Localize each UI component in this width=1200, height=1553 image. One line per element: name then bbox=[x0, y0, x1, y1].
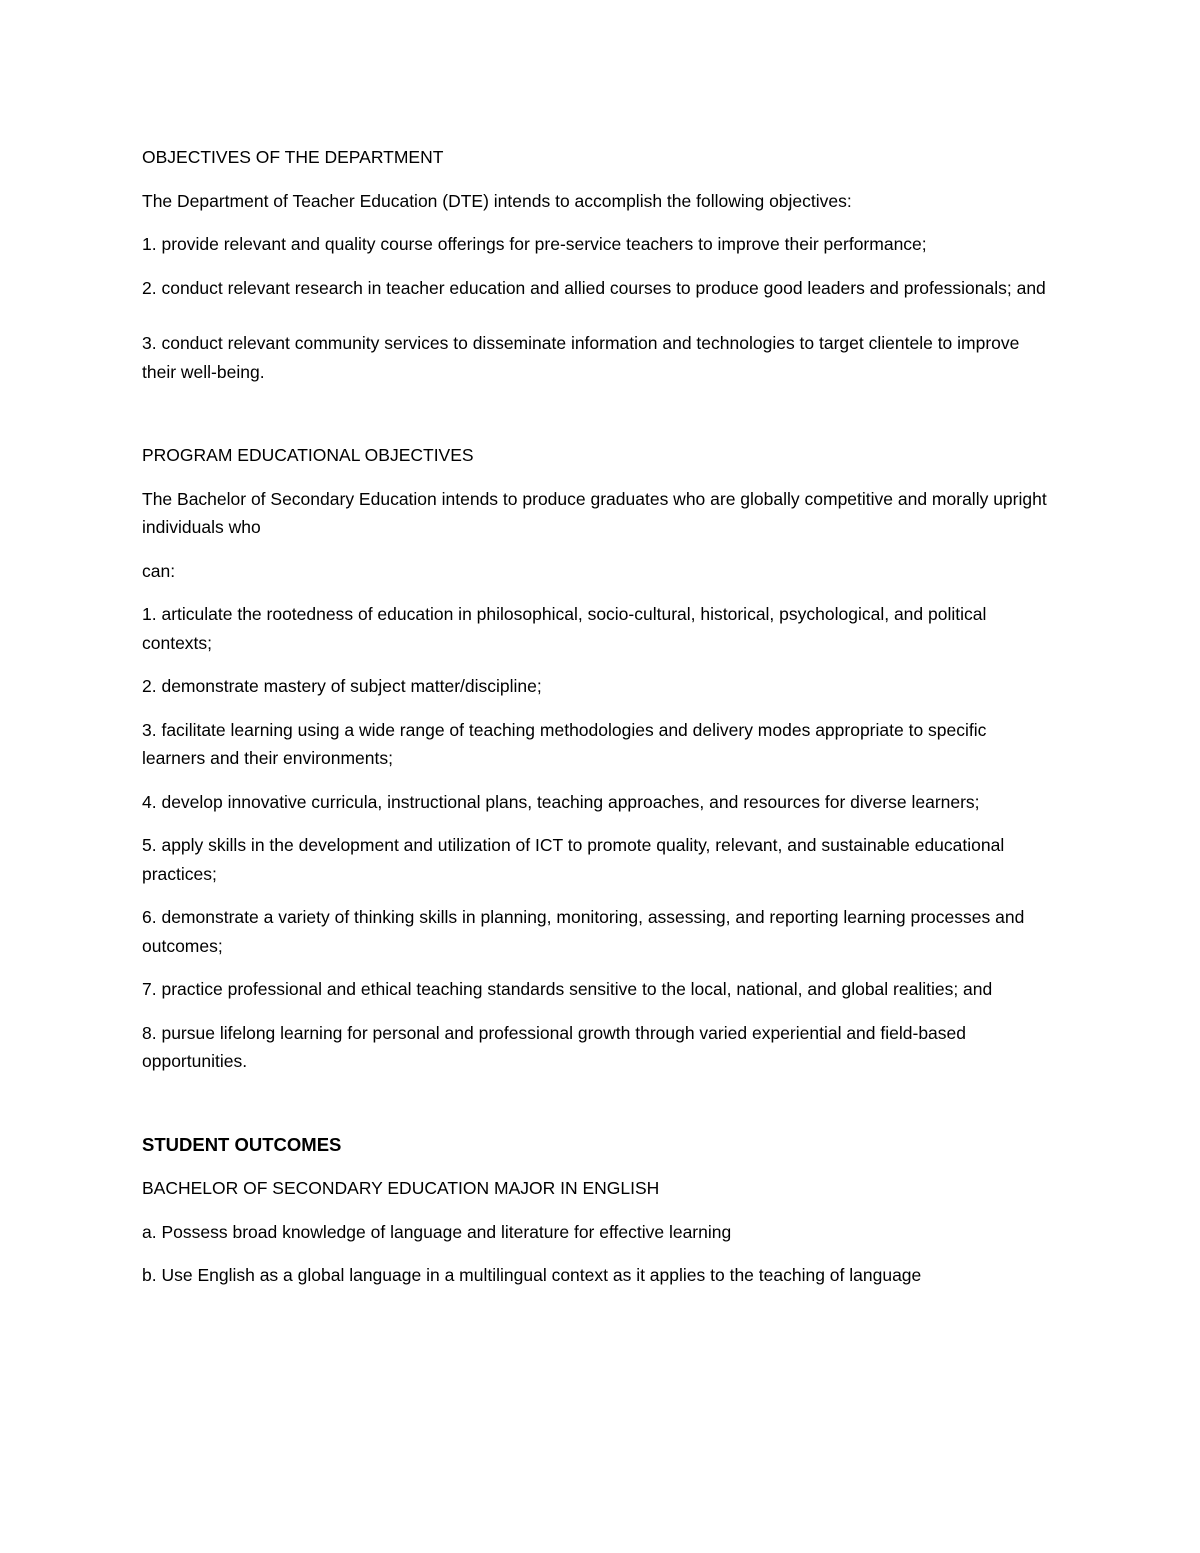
peo-intro-cont: can: bbox=[142, 560, 176, 581]
peo-objective-4: 4. develop innovative curricula, instructional plans, teaching approaches, and resources for diverse learners; bbox=[142, 791, 980, 812]
peo-heading: PROGRAM EDUCATIONAL OBJECTIVES bbox=[142, 445, 474, 465]
peo-objective-1: 1. articulate the rootedness of education in philosophical, socio-cultural, historical, psychological, and political contexts; bbox=[142, 604, 987, 653]
dept-objective-2: 2. conduct relevant research in teacher education and allied courses to produce good leaders and professionals; and bbox=[142, 277, 1046, 298]
peo-objective-3: 3. facilitate learning using a wide range of teaching methodologies and delivery modes appropriate to specific learners and their environments; bbox=[142, 719, 987, 768]
dept-objective-3: 3. conduct relevant community services to disseminate information and technologies to target clientele to improve their well-being. bbox=[142, 333, 1020, 382]
peo-objective-2: 2. demonstrate mastery of subject matter/discipline; bbox=[142, 676, 542, 696]
peo-objective-8: 8. pursue lifelong learning for personal and professional growth through varied experiential and field-based opportunities. bbox=[142, 1022, 966, 1071]
outcomes-subheading: BACHELOR OF SECONDARY EDUCATION MAJOR IN ENGLISH bbox=[142, 1178, 660, 1198]
outcomes-heading: STUDENT OUTCOMES bbox=[142, 1133, 342, 1155]
document-body bbox=[142, 143, 1047, 1290]
peo-intro: The Bachelor of Secondary Education intends to produce graduates who are globally competitive and morally upright individuals who bbox=[142, 488, 1047, 537]
peo-objective-5: 5. apply skills in the development and utilization of ICT to promote quality, relevant, and sustainable educational practices; bbox=[142, 835, 1005, 884]
outcome-b: b. Use English as a global language in a multilingual context as it applies to the teaching of language bbox=[142, 1265, 922, 1285]
dept-intro: The Department of Teacher Education (DTE) intends to accomplish the following objectives: bbox=[142, 190, 852, 211]
peo-objective-7: 7. practice professional and ethical teaching standards sensitive to the local, national, and global realities; and bbox=[142, 979, 993, 999]
peo-objective-6: 6. demonstrate a variety of thinking skills in planning, monitoring, assessing, and reporting learning processes and outcomes; bbox=[142, 907, 1025, 956]
outcome-a: a. Possess broad knowledge of language and literature for effective learning bbox=[142, 1221, 732, 1242]
dept-heading: OBJECTIVES OF THE DEPARTMENT bbox=[142, 147, 444, 167]
dept-objective-1: 1. provide relevant and quality course offerings for pre-service teachers to improve their performance; bbox=[142, 234, 927, 254]
